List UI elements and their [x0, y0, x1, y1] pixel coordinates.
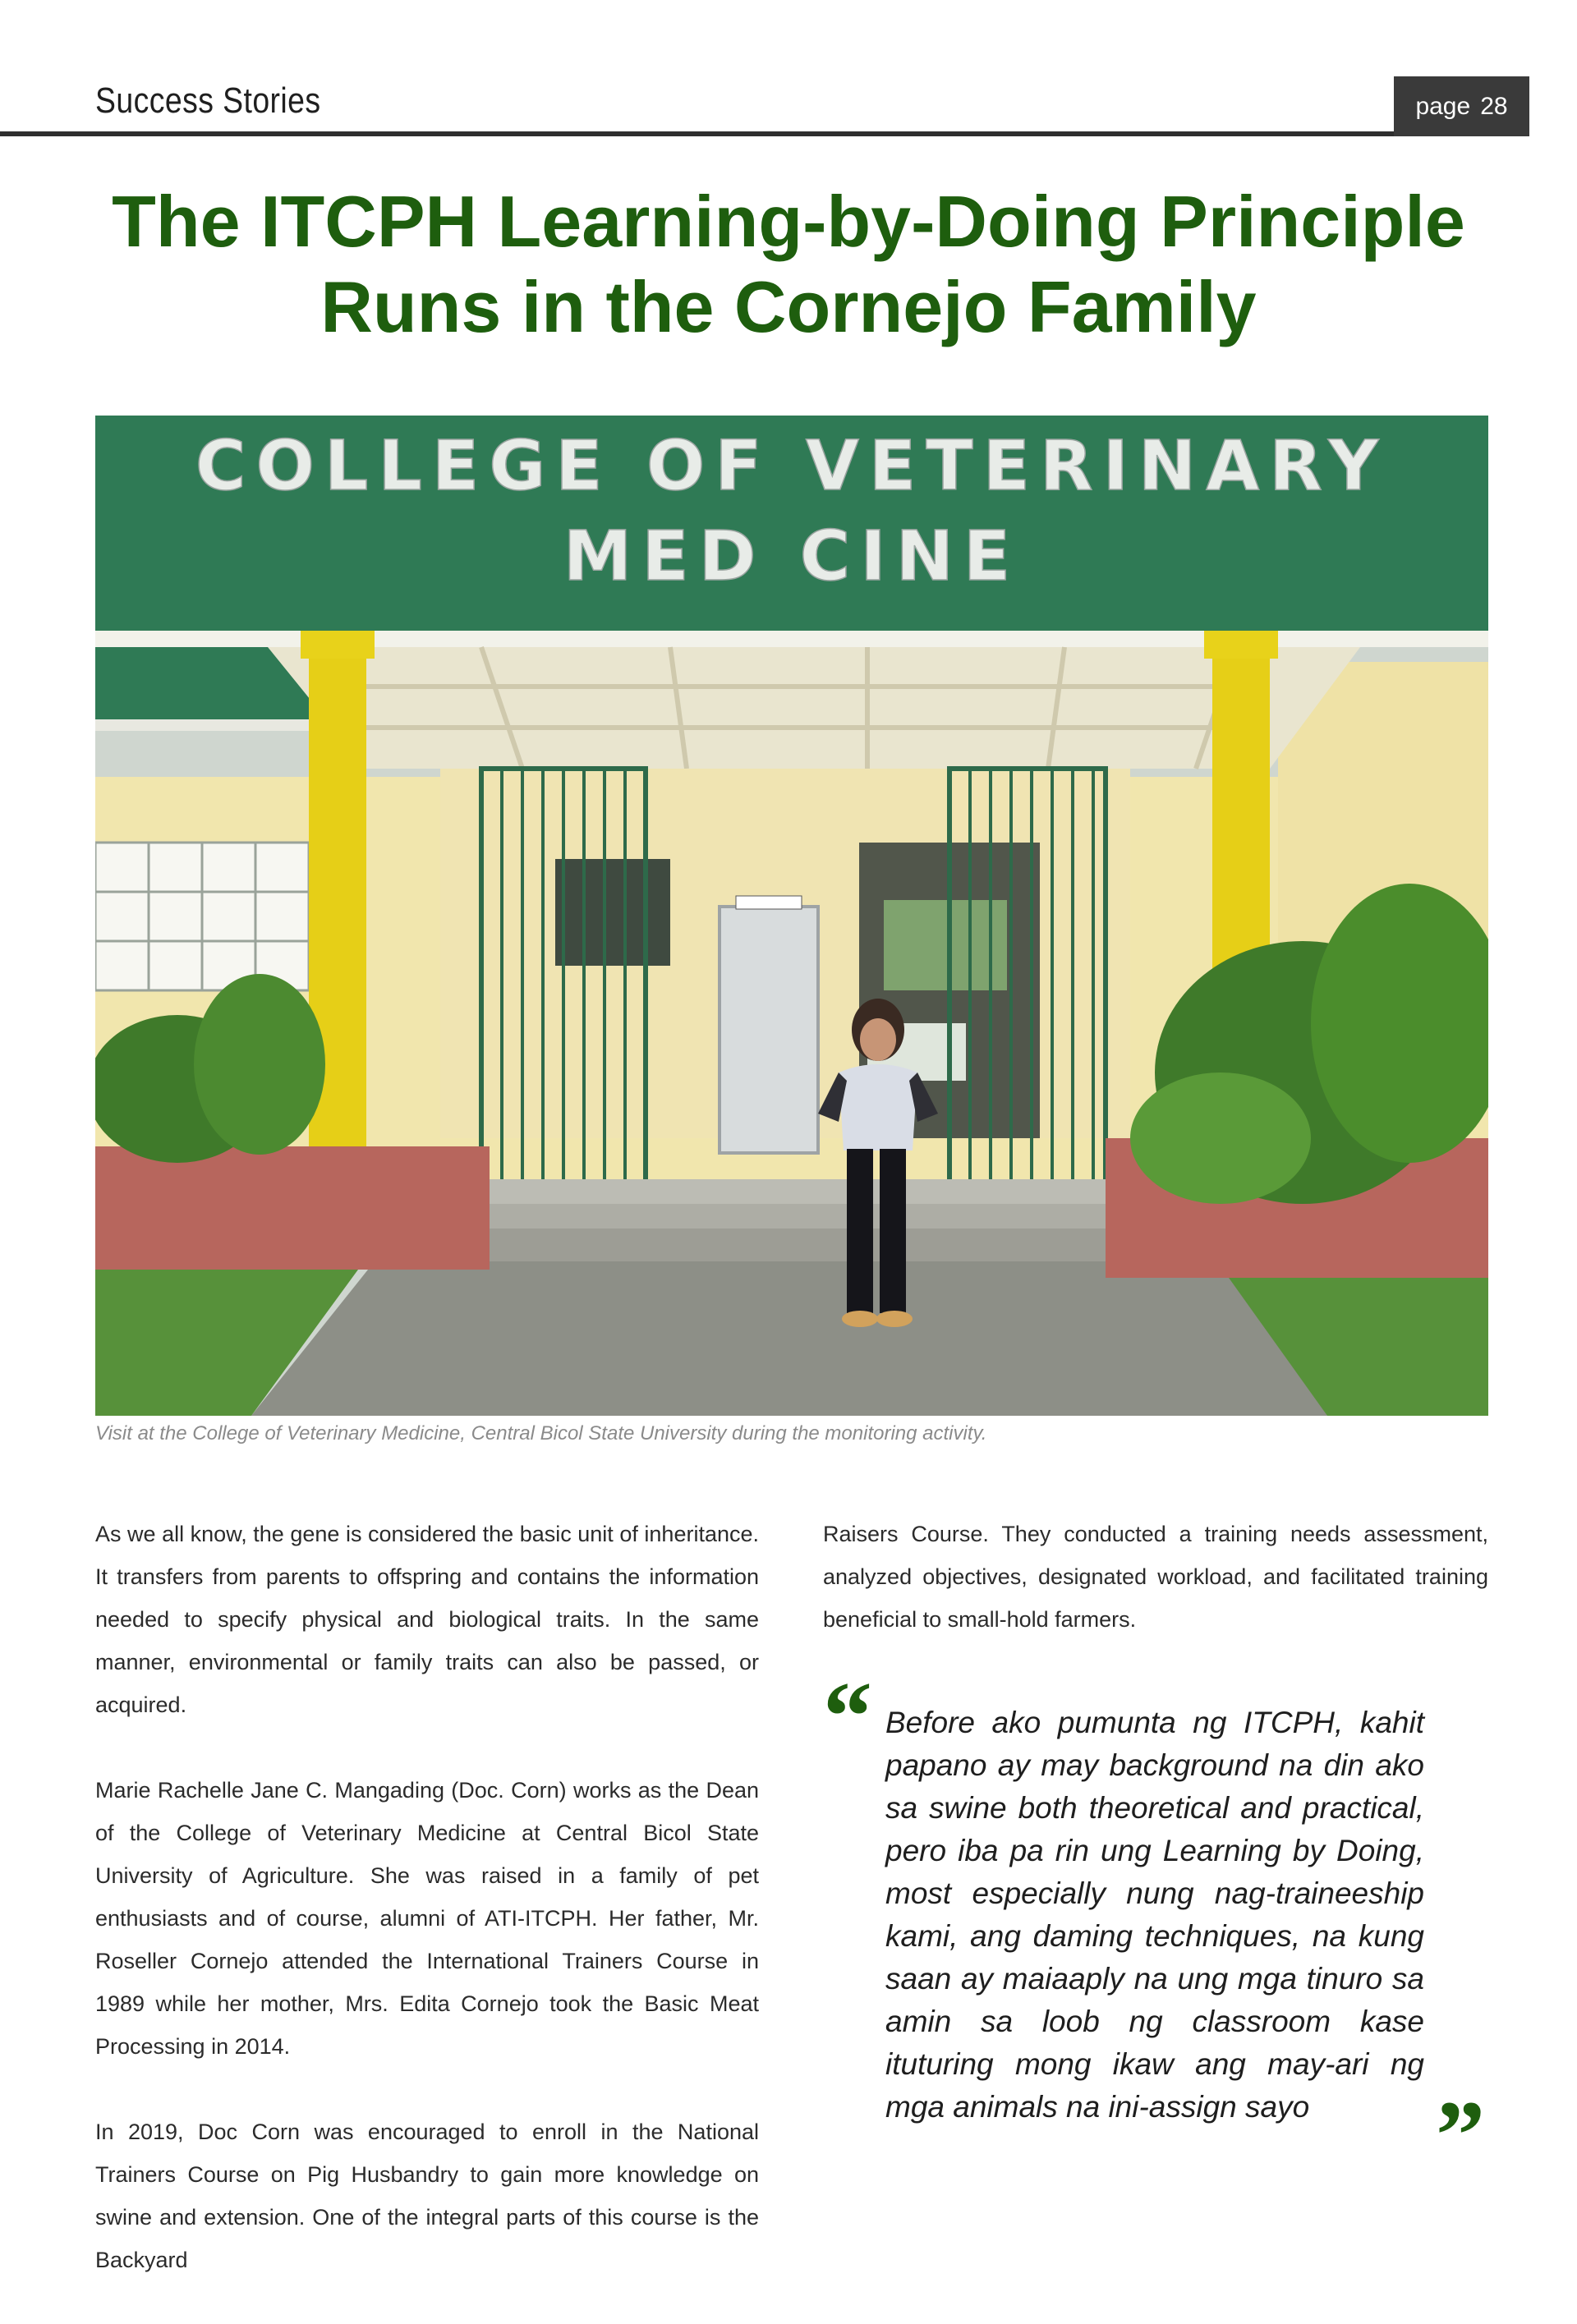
header-rule	[0, 131, 1529, 136]
quote-close-mark: ”	[1436, 2080, 1485, 2189]
article-column-right	[823, 1513, 1488, 1683]
pull-quote: Before ako pumunta ng ITCPH, kahit papano ay may background na din ako sa swine both theoretical and practical, pero iba pa rin ung Learning by Doing, most especially nung nag-traineeship kami, ang daming techniques, na kung saan ay maiaaply na ung mga tinuro sa amin sa loob ng classroom kase ituturing mong ikaw ang may-ari ng mga animals na ini-assign sayo	[885, 1706, 1424, 2124]
paragraph-doc-corn: Marie Rachelle Jane C. Mangading (Doc. Corn) works as the Dean of the College of Veterinary Medicine at Central Bicol State University of Agriculture. She was raised in a family of pet enthusiasts and of course, alumni of ATI-ITCPH. Her father, Mr. Roseller Cornejo attended the International Trainers Course in 1989 while her mother, Mrs. Edita Cornejo took the Basic Meat Processing in 2014.	[95, 1778, 759, 2059]
page-number-box	[1394, 76, 1529, 136]
article-photo	[95, 416, 1488, 1416]
page-label: page	[1415, 92, 1471, 120]
building-sign-line1: COLLEGE OF VETERINARY	[195, 425, 1389, 506]
building-sign-line2: MED CINE	[563, 516, 1021, 596]
paragraph-gene: As we all know, the gene is considered the basic unit of inheritance. It transfers from parents to offspring and contains the information needed to specify physical and biological traits. In the same manner, environmental or family traits can also be passed, or acquired.	[95, 1522, 759, 1717]
quote-open-mark: “	[823, 1661, 872, 1771]
article-title: The ITCPH Learning-by-Doing Principle Runs in the Cornejo Family	[112, 181, 1465, 347]
page-number: 28	[1480, 92, 1508, 120]
article-column-left	[95, 1513, 759, 2324]
paragraph-2019: In 2019, Doc Corn was encouraged to enroll in the National Trainers Course on Pig Husbandry to gain more knowledge on swine and extension. One of the integral parts of this course is the Backyard	[95, 2120, 759, 2272]
photo-caption: Visit at the College of Veterinary Medicine, Central Bicol State University during the monitoring activity.	[95, 1422, 987, 1444]
paragraph-raisers-course: Raisers Course. They conducted a training needs assessment, analyzed objectives, designated workload, and facilitated training beneficial to small-hold farmers.	[823, 1522, 1488, 1632]
section-title: Success Stories	[95, 80, 321, 121]
